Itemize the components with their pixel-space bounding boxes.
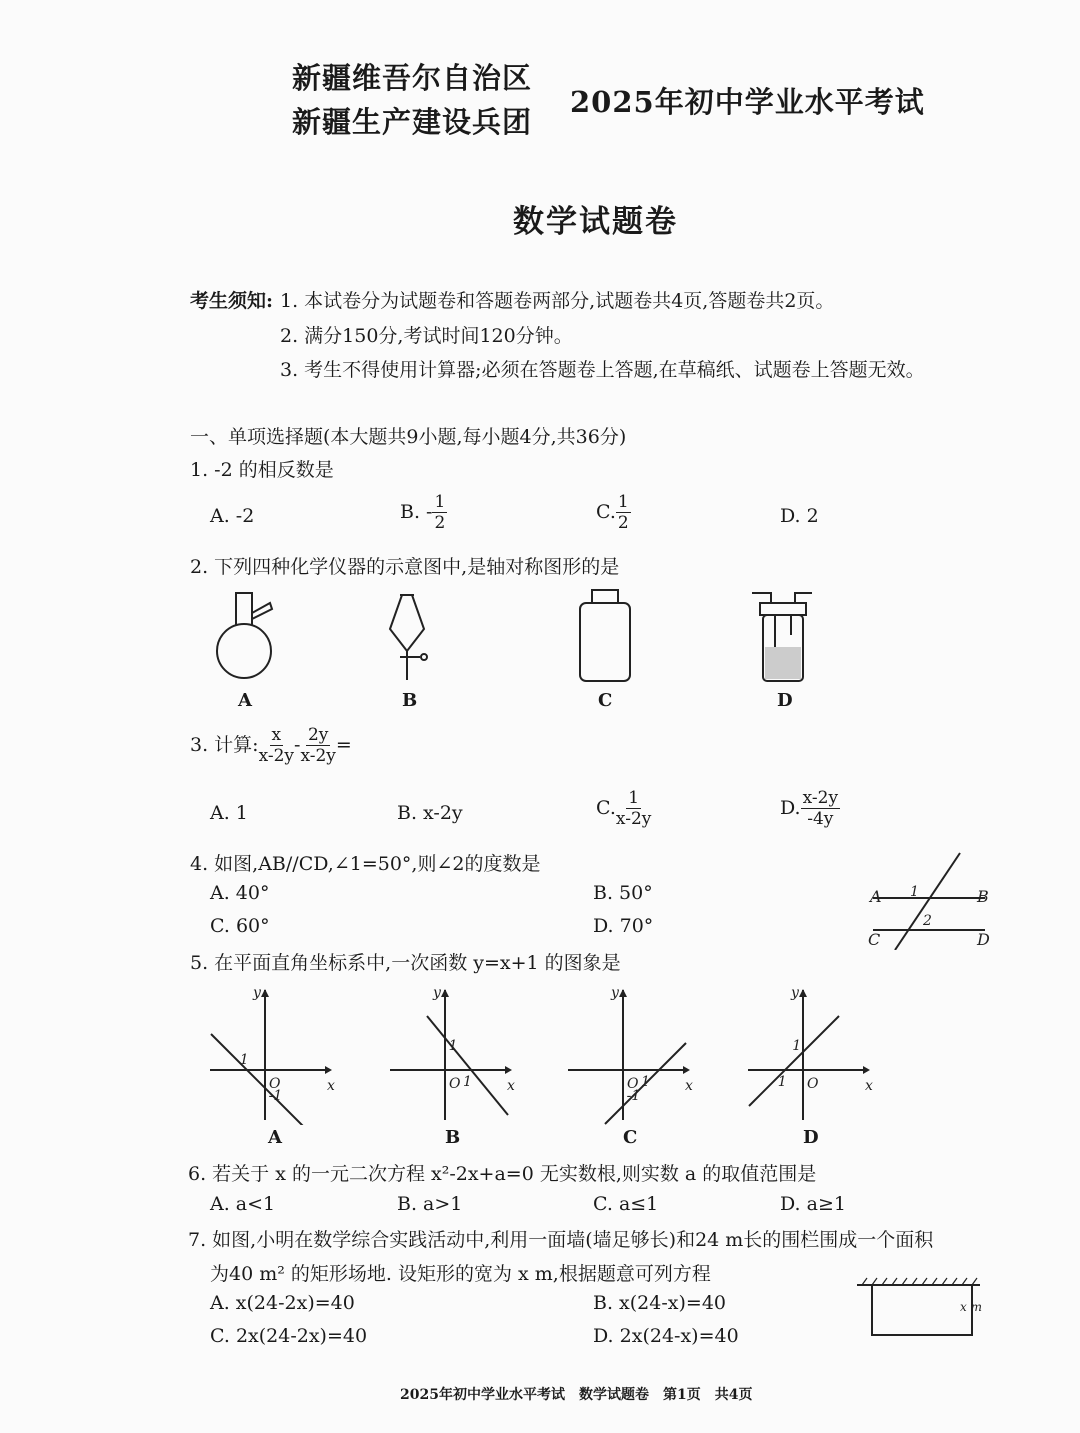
equals-sign: = — [335, 733, 352, 756]
q5-label-a: A — [268, 1127, 282, 1148]
option-prefix: C. — [596, 796, 616, 819]
x-arrow-icon — [325, 1066, 332, 1074]
q3-stem — [190, 725, 352, 767]
q7-option-b: B. x(24-x)=40 — [593, 1292, 726, 1314]
region-line1: 新疆维吾尔自治区 — [292, 61, 533, 95]
q4-option-b: B. 50° — [593, 882, 653, 904]
label-d: D — [977, 930, 990, 949]
x-axis-label: x — [685, 1078, 693, 1094]
paper-title: 数学试题卷 — [513, 204, 678, 240]
option-prefix: B. - — [400, 500, 433, 523]
denominator: 2 — [434, 513, 446, 534]
q7-option-a: A. x(24-2x)=40 — [210, 1292, 355, 1314]
q3-option-c — [596, 788, 651, 830]
numerator: 2y — [307, 725, 329, 745]
minus-sign: - — [294, 733, 301, 756]
notice-item: 2. 满分150分,考试时间120分钟。 — [280, 325, 573, 347]
option-prefix: D. — [780, 796, 801, 819]
q7-stem-line1: 7. 如图,小明在数学综合实践活动中,利用一面墙(墙足够长)和24 m长的围栏围成一个面积 — [188, 1229, 934, 1251]
denominator: x-2y — [300, 746, 336, 767]
q4-option-d: D. 70° — [593, 915, 654, 937]
option-prefix: C. — [596, 500, 616, 523]
q2-label-b: B — [402, 690, 418, 711]
parallel-lines-figure — [865, 850, 995, 950]
q5-label-d: D — [803, 1127, 819, 1148]
x-axis-label: x — [865, 1078, 873, 1094]
q1-option-b — [400, 492, 447, 534]
q6-stem: 6. 若关于 x 的一元二次方程 x²-2x+a=0 无实数根,则实数 a 的取值范围是 — [188, 1163, 817, 1185]
function-line — [427, 1016, 508, 1115]
q1-option-c — [596, 492, 631, 534]
label-c: C — [868, 930, 881, 949]
fraction — [801, 788, 840, 830]
x-arrow-icon — [863, 1066, 870, 1074]
origin-label: O — [627, 1076, 639, 1092]
section-heading: 一、单项选择题(本大题共9小题,每小题4分,共36分) — [190, 426, 627, 448]
x-arrow-icon — [505, 1066, 512, 1074]
notice-item: 1. 本试卷分为试题卷和答题卷两部分,试题卷共4页,答题卷共2页。 — [280, 290, 835, 312]
y-arrow-icon — [441, 989, 449, 997]
tick-label: -1 — [626, 1088, 641, 1105]
x-arrow-icon — [683, 1066, 690, 1074]
origin-label: O — [807, 1076, 819, 1092]
numerator: 1 — [628, 788, 640, 808]
coordinate-graph-d — [743, 985, 878, 1125]
q7-stem-line2: 为40 m² 的矩形场地. 设矩形的宽为 x m,根据题意可列方程 — [210, 1263, 711, 1285]
q6-option-b: B. a>1 — [397, 1193, 463, 1215]
q2-stem: 2. 下列四种化学仪器的示意图中,是轴对称图形的是 — [190, 556, 620, 578]
stem-prefix: 3. 计算: — [190, 733, 259, 756]
q6-option-a: A. a<1 — [210, 1193, 276, 1215]
denominator: x-2y — [258, 746, 295, 767]
fraction — [616, 492, 631, 534]
flask-icon — [217, 593, 272, 678]
fraction — [259, 725, 294, 767]
fraction — [616, 788, 651, 830]
coordinate-graph-a — [205, 985, 340, 1125]
q5-label-c: C — [623, 1127, 638, 1148]
tick-label: 1 — [448, 1037, 458, 1054]
fraction — [432, 492, 447, 534]
denominator: x-2y — [615, 809, 652, 830]
denominator: 2 — [617, 513, 629, 534]
q2-label-a: A — [238, 690, 252, 711]
origin-label: O — [269, 1076, 281, 1092]
angle-2-label: 2 — [923, 913, 932, 929]
y-arrow-icon — [619, 989, 627, 997]
page-footer: 2025年初中学业水平考试 数学试题卷 第1页 共4页 — [400, 1387, 753, 1403]
y-arrow-icon — [261, 989, 269, 997]
q3-option-d — [780, 788, 840, 830]
label-b: B — [977, 887, 989, 906]
numerator: 1 — [434, 492, 446, 512]
tick-label: 1 — [463, 1073, 472, 1090]
numerator: x-2y — [802, 788, 839, 808]
q6-option-c: C. a≤1 — [593, 1193, 659, 1215]
notice-label: 考生须知: — [190, 290, 274, 312]
tick-label: 1 — [641, 1073, 650, 1090]
numerator: x — [271, 725, 282, 745]
tick-label: 1 — [792, 1037, 802, 1054]
function-line — [211, 1034, 310, 1125]
exam-title: 2025年初中学业水平考试 — [570, 85, 925, 119]
bottle-icon — [580, 590, 630, 681]
region-line2: 新疆生产建设兵团 — [292, 105, 533, 139]
q6-option-d: D. a≥1 — [780, 1193, 846, 1215]
q1-option-a: A. -2 — [210, 505, 255, 527]
y-axis-label: y — [433, 985, 441, 1001]
q1-stem: 1. -2 的相反数是 — [190, 459, 334, 481]
tick-label: 1 — [239, 1052, 249, 1069]
x-axis-label: x — [507, 1078, 515, 1094]
coordinate-graph-c — [563, 985, 698, 1125]
tick-label: 1 — [777, 1073, 787, 1090]
tick-label: -1 — [268, 1088, 283, 1105]
angle-1-label: 1 — [910, 884, 919, 900]
q5-label-b: B — [445, 1127, 461, 1148]
q1-option-d: D. 2 — [780, 505, 819, 527]
q5-stem: 5. 在平面直角坐标系中,一次函数 y=x+1 的图象是 — [190, 952, 621, 974]
y-axis-label: y — [791, 985, 799, 1001]
origin-label: O — [449, 1076, 461, 1092]
width-label: x m — [960, 1300, 982, 1314]
q4-option-a: A. 40° — [210, 882, 270, 904]
numerator: 1 — [617, 492, 629, 512]
fraction — [300, 725, 335, 767]
function-line — [749, 1016, 839, 1106]
gas-washing-bottle-icon — [752, 593, 812, 681]
q7-option-c: C. 2x(24-2x)=40 — [210, 1325, 368, 1347]
q7-option-d: D. 2x(24-x)=40 — [593, 1325, 739, 1347]
separatory-funnel-icon — [390, 595, 427, 680]
chemistry-instruments-figure — [200, 585, 820, 690]
label-a: A — [870, 887, 882, 906]
y-arrow-icon — [799, 989, 807, 997]
q4-stem: 4. 如图,AB//CD,∠1=50°,则∠2的度数是 — [190, 853, 541, 875]
x-axis-label: x — [327, 1078, 335, 1094]
q2-label-c: C — [598, 690, 613, 711]
notice-item: 3. 考生不得使用计算器;必须在答题卷上答题,在草稿纸、试题卷上答题无效。 — [280, 359, 925, 381]
q4-option-c: C. 60° — [210, 915, 270, 937]
denominator: -4y — [807, 809, 834, 830]
wall-rectangle-figure — [852, 1275, 987, 1345]
coordinate-graph-b — [385, 985, 520, 1125]
y-axis-label: y — [611, 985, 619, 1001]
q3-option-a: A. 1 — [210, 802, 248, 824]
q3-option-b: B. x-2y — [397, 802, 463, 824]
q2-label-d: D — [777, 690, 793, 711]
y-axis-label: y — [253, 985, 261, 1001]
